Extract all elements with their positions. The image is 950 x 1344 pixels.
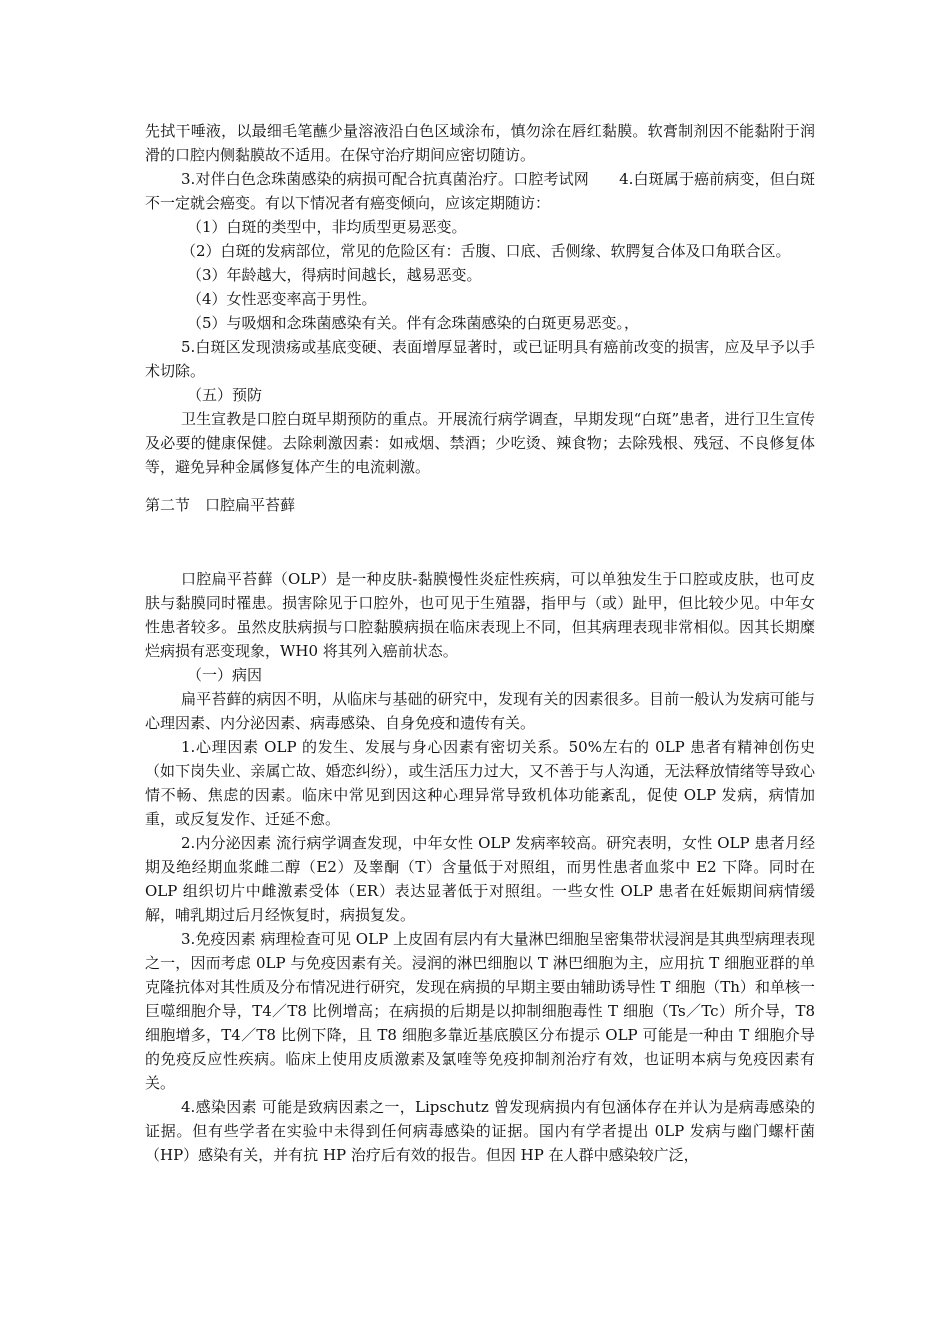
paragraph-endocrine-factor: 2.内分泌因素 流行病学调查发现，中年女性 OLP 发病率较高。研究表明，女性 OLP 患者月经期及绝经期血浆雌二醇（E2）及睾酮（T）含量低于对照组，而男性患者血浆中 E2 下降。同时在 OLP 组织切片中雌激素受体（ER）表达显著低于对照组。一些女性 OLP 患者在妊娠期间病情缓解，哺乳期过后月经恢复时，病损复发。 xyxy=(145,834,815,924)
paragraph-continuation: 先拭干唾液，以最细毛笔蘸少量溶液沿白色区域涂布，慎勿涂在唇红黏膜。软膏制剂因不能黏附于润滑的口腔内侧黏膜故不适用。在保守治疗期间应密切随访。 xyxy=(145,122,815,164)
document-page xyxy=(145,119,815,1167)
list-item-3: （3）年龄越大，得病时间越长，越易恶变。 xyxy=(187,266,482,284)
paragraph-immune-factor: 3.免疫因素 病理检查可见 OLP 上皮固有层内有大量淋巴细胞呈密集带状浸润是其典型病理表现之一，因而考虑 0LP 与免疫因素有关。浸润的淋巴细胞以 T 淋巴细胞为主，应用抗 T 细胞亚群的单克隆抗体对其性质及分布情况进行研究，发现在病损的早期主要由辅助诱导性 T 细胞（Th）和单核一巨噬细胞介导，T4／T8 比例增高；在病损的后期是以抑制细胞毒性 T 细胞（Ts／Tc）所介导，T8 细胞增多，T4／T8 比例下降，且 T8 细胞多靠近基底膜区分布提示 OLP 可能是一种由 T 细胞介导的免疫反应性疾病。临床上使用皮质激素及氯喹等免疫抑制剂治疗有效，也证明本病与免疫因素有关。 xyxy=(145,930,815,1092)
paragraph-treatment-5: 5.白斑区发现溃疡或基底变硬、表面增厚显著时，或已证明具有癌前改变的损害，应及早予以手术切除。 xyxy=(145,338,815,380)
list-item-1: （1）白斑的类型中，非均质型更易恶变。 xyxy=(187,218,467,236)
paragraph-prevention: 卫生宣教是口腔白斑早期预防的重点。开展流行病学调查，早期发现“白斑”患者，进行卫生宣传及必要的健康保健。去除刺激因素：如戒烟、禁酒；少吃烫、辣食物；去除残根、残冠、不良修复体等，避免异种金属修复体产生的电流刺激。 xyxy=(145,410,815,476)
subheading-etiology: （一）病因 xyxy=(187,666,263,684)
paragraph-etiology-intro: 扁平苔藓的病因不明，从临床与基础的研究中，发现有关的因素很多。目前一般认为发病可能与心理因素、内分泌因素、病毒感染、自身免疫和遗传有关。 xyxy=(145,690,815,732)
subheading-prevention: （五）预防 xyxy=(187,386,263,404)
section-title: 第二节 口腔扁平苔藓 xyxy=(145,496,296,514)
list-item-4: （4）女性恶变率高于男性。 xyxy=(187,290,377,308)
spacer xyxy=(145,517,815,567)
list-item-2: （2）白斑的发病部位，常见的危险区有：舌腹、口底、舌侧缘、软腭复合体及口角联合区。 xyxy=(181,242,791,260)
paragraph-olp-intro: 口腔扁平苔藓（OLP）是一种皮肤-黏膜慢性炎症性疾病，可以单独发生于口腔或皮肤，也可皮肤与黏膜同时罹患。损害除见于口腔外，也可见于生殖器，指甲与（或）趾甲，但比较少见。中年女性患者较多。虽然皮肤病损与口腔黏膜病损在临床表现上不同，但其病理表现非常相似。因其长期糜烂病损有恶变现象，WH0 将其列入癌前状态。 xyxy=(145,570,815,660)
paragraph-infection-factor: 4.感染因素 可能是致病因素之一，Lipschutz 曾发现病损内有包涵体存在并认为是病毒感染的证据。但有些学者在实验中未得到任何病毒感染的证据。国内有学者提出 0LP 发病与幽门螺杆菌（HP）感染有关，并有抗 HP 治疗后有效的报告。但因 HP 在人群中感染较广泛， xyxy=(145,1098,815,1164)
paragraph-psychological-factor: 1.心理因素 OLP 的发生、发展与身心因素有密切关系。50%左右的 0LP 患者有精神创伤史（如下岗失业、亲属亡故、婚恋纠纷），或生活压力过大，又不善于与人沟通，无法释放情绪等导致心情不畅、焦虑的因素。临床中常见到因这种心理异常导致机体功能紊乱，促使 OLP 发病，病情加重，或反复发作、迁延不愈。 xyxy=(145,738,815,828)
list-item-5: （5）与吸烟和念珠菌感染有关。伴有念珠菌感染的白斑更易恶变。， xyxy=(187,314,640,332)
paragraph-treatment-3: 3.对伴白色念珠菌感染的病损可配合抗真菌治疗。口腔考试网 4.白斑属于癌前病变，但白斑不一定就会癌变。有以下情况者有癌变倾向，应该定期随访： xyxy=(145,170,815,212)
